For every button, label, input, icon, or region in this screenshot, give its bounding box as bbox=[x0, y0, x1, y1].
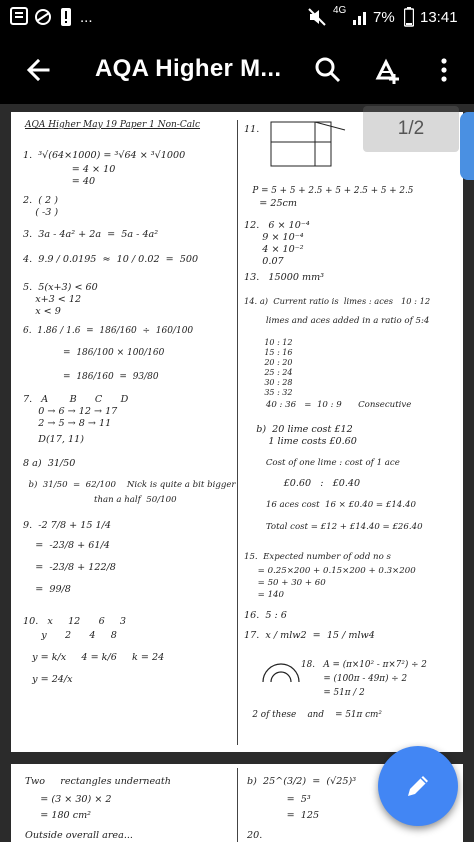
answer-line: = -23/8 + 61/4 bbox=[23, 540, 110, 551]
answer-line: 0.07 bbox=[244, 256, 284, 267]
alert-icon bbox=[60, 7, 72, 31]
status-bar bbox=[0, 0, 474, 36]
answer-line: Cost of one lime : cost of 1 ace bbox=[244, 458, 400, 468]
answer-line: 11. bbox=[244, 124, 260, 135]
answer-line: = 25cm bbox=[244, 198, 298, 209]
answer-line: = 186/160 = 93/80 bbox=[23, 372, 159, 382]
answer-line: 17. x / mlw2 = 15 / mlw4 bbox=[244, 630, 375, 641]
answer-line: 4. 9.9 / 0.0195 ≈ 10 / 0.02 = 500 bbox=[23, 254, 199, 265]
answer-line: 20 : 20 bbox=[244, 358, 293, 367]
answer-line: 8 a) 31/50 bbox=[23, 458, 76, 469]
page-heading: AQA Higher May 19 Paper 1 Non-Calc bbox=[25, 120, 201, 130]
answer-line: 16 aces cost 16 × £0.40 = £14.40 bbox=[244, 500, 416, 510]
answer-line: = 99/8 bbox=[23, 584, 71, 595]
answer-line: 2 → 5 → 8 → 11 bbox=[23, 418, 112, 429]
answer-line: b) 31/50 = 62/100 Nick is quite a bit bigger bbox=[23, 480, 236, 490]
answer-line: 5. 5(x+3) < 60 bbox=[23, 282, 98, 293]
answer-line: = -23/8 + 122/8 bbox=[23, 562, 116, 573]
page-indicator: 1/2 bbox=[363, 106, 459, 152]
answer-line: 0 → 6 → 12 → 17 bbox=[23, 406, 118, 417]
answer-line: b) 20 lime cost £12 bbox=[244, 424, 353, 435]
answer-line: D(17, 11) bbox=[23, 434, 84, 445]
answer-line: limes and aces added in a ratio of 5:4 bbox=[244, 316, 430, 326]
answer-line: 18. A = (π×10² - π×7²) ÷ 2 bbox=[301, 660, 427, 670]
answer-line: 1. ³√(64×1000) = ³√64 × ³√1000 bbox=[23, 150, 186, 161]
more-notifications: ... bbox=[80, 9, 93, 26]
answer-line: = 140 bbox=[244, 590, 284, 600]
answer-line: 40 : 36 = 10 : 9 Consecutive bbox=[244, 400, 412, 410]
answer-line: = 50 + 30 + 60 bbox=[244, 578, 326, 588]
answer-line: £0.60 : £0.40 bbox=[244, 478, 361, 489]
answer-line: 15 : 16 bbox=[244, 348, 293, 357]
answer-line: = 51π / 2 bbox=[301, 688, 365, 698]
answer-line: 25 : 24 bbox=[244, 368, 293, 377]
answer-line: = (3 × 30) × 2 bbox=[25, 794, 112, 805]
answer-line: = (100π - 49π) ÷ 2 bbox=[301, 674, 408, 684]
answer-line: b) 25^(3/2) = (√25)³ bbox=[247, 776, 357, 787]
app-bar bbox=[0, 36, 474, 104]
scroll-handle[interactable] bbox=[460, 112, 474, 180]
answer-line: 35 : 32 bbox=[244, 388, 293, 397]
answer-line: Outside overall area... bbox=[25, 830, 133, 841]
semicircle-diagram bbox=[261, 660, 301, 684]
answer-line: 13. 15000 mm³ bbox=[244, 272, 325, 283]
cloud-icon bbox=[32, 8, 54, 30]
edit-fab-button[interactable] bbox=[378, 746, 458, 826]
battery-icon bbox=[404, 7, 414, 31]
answer-line: = 4 × 10 bbox=[23, 164, 116, 175]
answer-line: = 180 cm² bbox=[25, 810, 92, 821]
answer-line: 9 × 10⁻⁴ bbox=[244, 232, 304, 243]
answer-line: = 40 bbox=[23, 176, 96, 187]
column-divider bbox=[237, 120, 238, 745]
answer-line: 4 × 10⁻² bbox=[244, 244, 304, 255]
answer-line: = 5³ bbox=[247, 794, 311, 805]
network-label: 4G bbox=[333, 5, 347, 16]
answer-line: 9. -2 7/8 + 15 1/4 bbox=[23, 520, 111, 531]
answer-line: = 125 bbox=[247, 810, 320, 821]
column-divider bbox=[237, 768, 238, 842]
answer-line: y = k/x 4 = k/6 k = 24 bbox=[23, 652, 165, 663]
answer-line: 14. a) Current ratio is limes : aces 10 : 12 bbox=[244, 296, 431, 306]
answer-line: x+3 < 12 bbox=[23, 294, 82, 305]
signal-icon bbox=[352, 8, 370, 30]
answer-line: 15. Expected number of odd no s bbox=[244, 552, 391, 562]
back-arrow-icon[interactable] bbox=[18, 50, 58, 90]
answer-line: 2 of these and = 51π cm² bbox=[244, 710, 382, 720]
answer-line: than a half 50/100 bbox=[23, 495, 177, 505]
add-to-drive-icon[interactable] bbox=[366, 50, 406, 90]
answer-line: 20. bbox=[247, 830, 263, 841]
answer-line: 12. 6 × 10⁻⁴ bbox=[244, 220, 310, 231]
answer-line: 1 lime costs £0.60 bbox=[244, 436, 357, 447]
answer-line: P = 5 + 5 + 2.5 + 5 + 2.5 + 5 + 2.5 bbox=[244, 186, 414, 196]
answer-line: Two rectangles underneath bbox=[25, 776, 171, 787]
pencil-icon bbox=[404, 772, 432, 800]
rectangle-diagram bbox=[269, 120, 349, 176]
answer-line: 10. x 12 6 3 bbox=[23, 616, 127, 627]
answer-line: 2. ( 2 ) bbox=[23, 195, 58, 206]
answer-line: = 0.25×200 + 0.15×200 + 0.3×200 bbox=[244, 566, 416, 576]
answer-line: ( -3 ) bbox=[23, 207, 59, 218]
battery-percent: 7% bbox=[373, 9, 395, 26]
pdf-page-1 bbox=[11, 112, 463, 752]
mute-icon bbox=[308, 8, 326, 30]
answer-line: 10 : 12 bbox=[244, 338, 293, 347]
search-icon[interactable] bbox=[308, 50, 348, 90]
answer-line: y = 24/x bbox=[23, 674, 73, 685]
document-title: AQA Higher M... bbox=[95, 55, 282, 82]
answer-line: x < 9 bbox=[23, 306, 61, 317]
clock: 13:41 bbox=[420, 9, 458, 26]
notification-icon bbox=[10, 7, 28, 31]
answer-line: y 2 4 8 bbox=[23, 630, 117, 641]
answer-line: 6. 1.86 / 1.6 = 186/160 ÷ 160/100 bbox=[23, 326, 194, 336]
answer-line: = 186/100 × 100/160 bbox=[23, 348, 165, 358]
answer-line: 7. A B C D bbox=[23, 394, 129, 405]
more-options-icon[interactable] bbox=[424, 50, 464, 90]
answer-line: 16. 5 : 6 bbox=[244, 610, 287, 621]
answer-line: 30 : 28 bbox=[244, 378, 293, 387]
answer-line: 3. 3a - 4a² + 2a = 5a - 4a² bbox=[23, 229, 159, 240]
answer-line: Total cost = £12 + £14.40 = £26.40 bbox=[244, 522, 423, 532]
